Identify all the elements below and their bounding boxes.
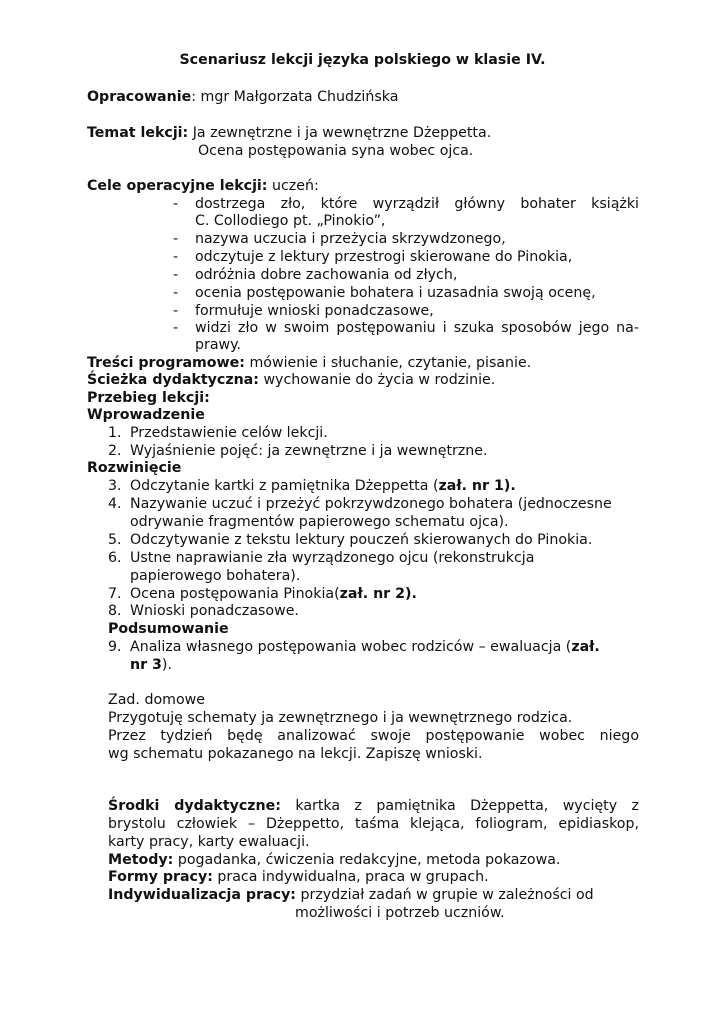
list-number: 4. (108, 496, 122, 512)
list-number: 7. (108, 586, 122, 602)
list-number: 6. (108, 550, 122, 566)
list-item: Przedstawienie celów lekcji. (130, 425, 328, 441)
list-number: 3. (108, 478, 122, 494)
list-item: Odczytywanie z tekstu lektury pouczeń skierowanych do Pinokia. (130, 532, 593, 548)
list-item: Wyjaśnienie pojęć: ja zewnętrzne i ja wewnętrzne. (130, 443, 488, 459)
goals-label: Cele operacyjne lekcji: (87, 178, 268, 194)
path-label: Ścieżka dydaktyczna: (87, 372, 259, 388)
path-line (87, 372, 495, 390)
program-label: Treści programowe: (87, 355, 245, 371)
summary-label: Podsumowanie (108, 621, 229, 637)
list-number: 5. (108, 532, 122, 548)
course-label: Przebieg lekcji: (87, 390, 210, 406)
bullet-dash: - (173, 249, 179, 265)
list-item (130, 639, 600, 657)
goal-item: odczytuje z lektury przestrogi skierowane do Pinokia, (195, 249, 573, 265)
individual-line (108, 887, 594, 905)
individual-value: przydział zadań w grupie w zależności od (295, 887, 594, 903)
forms-value: praca indywidualna, praca w grupach. (212, 869, 489, 885)
aids-line (108, 798, 639, 816)
goal-item: formułuje wnioski ponadczasowe, (195, 303, 434, 319)
methods-line (108, 852, 560, 870)
homework-line: Przez tydzień będę analizować swoje postępowanie wobec niego (108, 728, 639, 744)
individual-label: Indywidualizacja pracy: (108, 887, 296, 903)
goals-intro: uczeń: (267, 178, 319, 194)
goal-item: nazywa uczucia i przeżycia skrzywdzonego, (195, 231, 506, 247)
goal-item: ocenia postępowanie bohatera i uzasadnia swoją ocenę, (195, 285, 596, 301)
attachment-ref: zał. nr 1). (438, 478, 516, 494)
homework-label: Zad. domowe (108, 692, 205, 708)
list-item: Ustne naprawianie zła wyrządzonego ojcu (rekonstrukcja (130, 550, 535, 566)
bullet-dash: - (173, 285, 179, 301)
list-item: Wnioski ponadczasowe. (130, 603, 299, 619)
goal-item: widzi zło w swoim postępowaniu i szuka sposobów jego na- (195, 320, 639, 336)
author-label: Opracowanie (87, 89, 192, 105)
list-item-text: Odczytanie kartki z pamiętnika Dżeppetta ( (130, 478, 439, 494)
list-item: Nazywanie uczuć i przeżyć pokrzywdzonego bohatera (jednoczesne (130, 496, 612, 512)
topic-label: Temat lekcji: (87, 125, 189, 141)
aids-value: kartka z pamiętnika Dżeppetta, wycięty z (280, 798, 639, 814)
goal-item-cont: prawy. (195, 337, 242, 353)
topic-line2: Ocena postępowania syna wobec ojca. (198, 143, 474, 159)
list-item (130, 586, 417, 604)
list-number: 8. (108, 603, 122, 619)
list-item-text: Ocena postępowania Pinokia( (130, 586, 340, 602)
bullet-dash: - (173, 303, 179, 319)
author-value: : mgr Małgorzata Chudzińska (191, 89, 399, 105)
homework-line: Przygotuję schematy ja zewnętrznego i ja wewnętrznego rodzica. (108, 710, 573, 726)
aids-line-cont: brystolu człowiek – Dżeppetto, taśma klejąca, foliogram, epidiaskop, (108, 816, 639, 832)
list-number: 1. (108, 425, 122, 441)
bullet-dash: - (173, 267, 179, 283)
list-item-text: Analiza własnego postępowania wobec rodziców – ewaluacja ( (130, 639, 572, 655)
attachment-ref: nr 3 (130, 657, 162, 673)
homework-line: wg schematu pokazanego na lekcji. Zapiszę wnioski. (108, 746, 483, 762)
goal-item: dostrzega zło, które wyrządził główny bohater książki (195, 196, 639, 212)
path-value: wychowanie do życia w rodzinie. (258, 372, 496, 388)
list-number: 9. (108, 639, 122, 655)
forms-line (108, 869, 489, 887)
list-number: 2. (108, 443, 122, 459)
topic-line (87, 125, 491, 143)
list-item-cont: papierowego bohatera). (130, 568, 301, 584)
forms-label: Formy pracy: (108, 869, 213, 885)
list-item-cont (130, 657, 172, 675)
individual-line-cont: możliwości i potrzeb uczniów. (295, 905, 505, 921)
goal-item-cont: C. Collodiego pt. „Pinokio”, (195, 213, 386, 229)
attachment-ref: zał. (571, 639, 600, 655)
methods-label: Metody: (108, 852, 174, 868)
list-item (130, 478, 516, 496)
attachment-ref: zał. nr 2). (339, 586, 417, 602)
intro-section-label: Wprowadzenie (87, 407, 205, 423)
development-label: Rozwinięcie (87, 460, 182, 476)
topic-line1: Ja zewnętrzne i ja wewnętrzne Dżeppetta. (188, 125, 492, 141)
methods-value: pogadanka, ćwiczenia redakcyjne, metoda pokazowa. (173, 852, 561, 868)
author-line (87, 89, 398, 107)
program-line (87, 355, 531, 373)
list-item-cont: odrywanie fragmentów papierowego schematu ojca). (130, 514, 509, 530)
program-value: mówienie i słuchanie, czytanie, pisanie. (244, 355, 532, 371)
bullet-dash: - (173, 231, 179, 247)
aids-line-cont: karty pracy, karty ewaluacji. (108, 834, 310, 850)
goal-item: odróżnia dobre zachowania od złych, (195, 267, 458, 283)
list-item-end: ). (161, 657, 172, 673)
document-title: Scenariusz lekcji języka polskiego w klasie IV. (179, 52, 546, 68)
bullet-dash: - (173, 320, 179, 336)
aids-label: Środki dydaktyczne: (108, 798, 281, 814)
goals-heading (87, 178, 319, 196)
bullet-dash: - (173, 196, 179, 212)
